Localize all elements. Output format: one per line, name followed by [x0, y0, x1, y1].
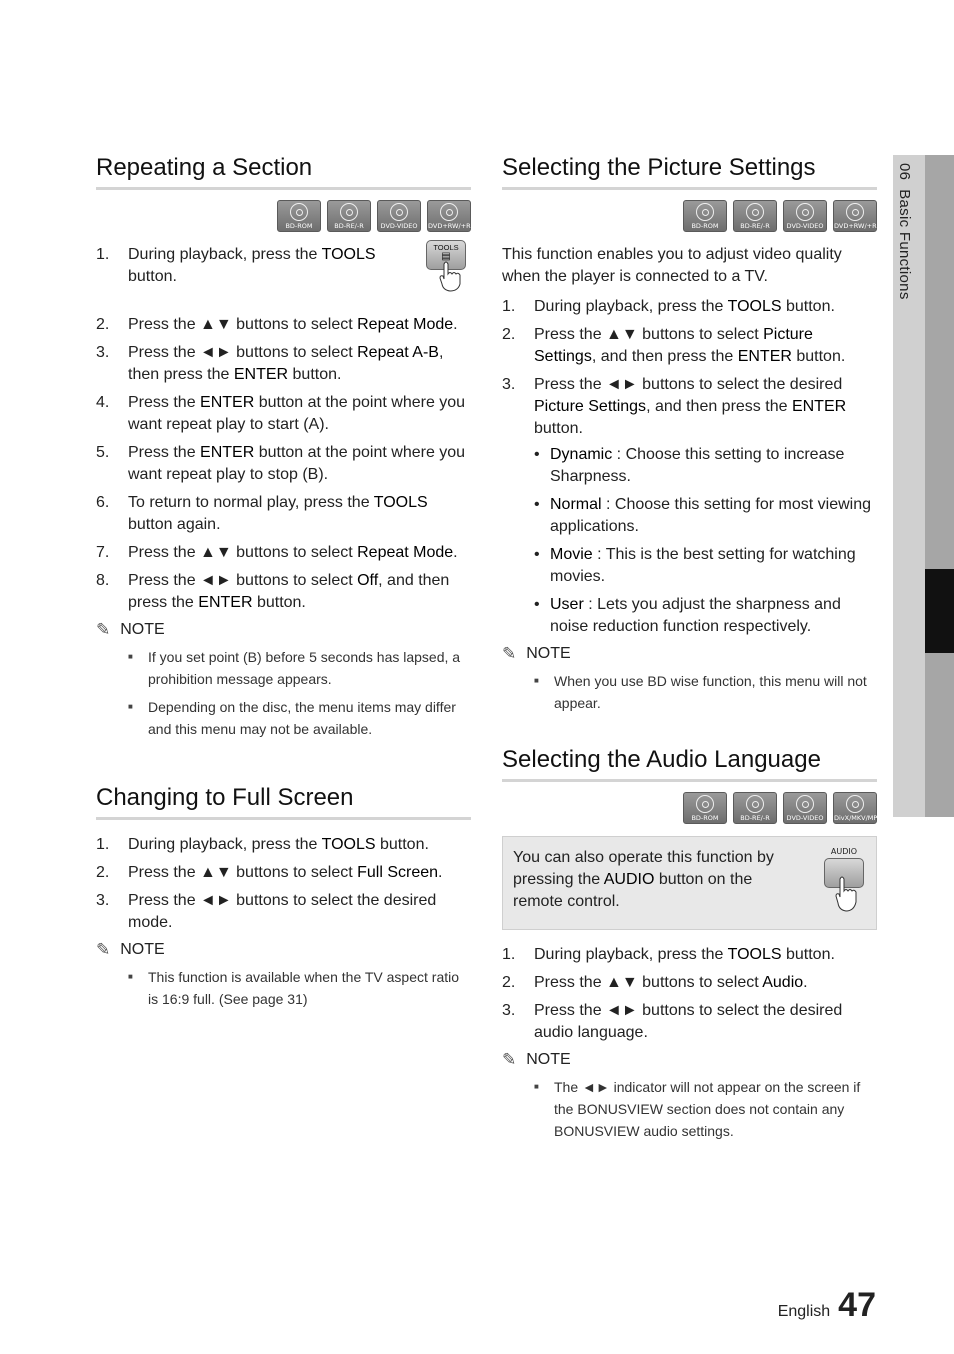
audio-tip-text: You can also operate this function by pressing the AUDIO button on the remote control. [513, 849, 774, 911]
section-title: Selecting the Audio Language [502, 747, 877, 782]
pencil-icon: ✎ [502, 644, 517, 664]
chapter-label: 06 Basic Functions [896, 163, 913, 300]
section-repeating [96, 155, 471, 740]
option-item: • Movie : This is the best setting for watching movies. [534, 544, 877, 588]
disc-icons [502, 200, 877, 232]
audio-button-icon: AUDIO [824, 847, 864, 888]
step: 1. During playback, press the TOOLS button. [502, 298, 835, 316]
divx-disc-icon: DivX/MKV/MP4 [833, 792, 877, 824]
intro-text: This function enables you to adjust video quality when the player is connected to a TV. [502, 246, 842, 286]
section-audio-language [502, 746, 882, 1148]
finger-icon [830, 875, 870, 913]
note-item: ■ If you set point (B) before 5 seconds has lapsed, a prohibition message appears. [128, 646, 471, 690]
note-heading: ✎ NOTE [96, 620, 165, 640]
step: 3. Press the ◄► buttons to select the desired audio language. [502, 1002, 843, 1042]
step: 2. Press the ▲▼ buttons to select Audio. [502, 974, 808, 992]
note-heading: ✎ NOTE [502, 1050, 571, 1070]
page-number: 47 [838, 1286, 876, 1324]
note-item: ■ The ◄► indicator will not appear on the screen if the BONUSVIEW section does not contain any BONUSVIEW audio settings. [534, 1076, 877, 1142]
dvd-rw-disc-icon: DVD+RW/+R [833, 200, 877, 232]
left-column [96, 154, 471, 1008]
bd-rom-disc-icon: BD-ROM [683, 200, 727, 232]
tools-button-icon: TOOLS ▤ [426, 240, 466, 270]
step: 5. Press the ENTER button at the point where you want repeat play to stop (B). [96, 444, 466, 484]
note-item: ■ This function is available when the TV aspect ratio is 16:9 full. (See page 31) [128, 966, 471, 1010]
finger-icon [434, 260, 474, 292]
section-title: Repeating a Section [96, 155, 471, 190]
bd-re-disc-icon: BD-RE/-R [733, 200, 777, 232]
disc-icons [502, 792, 882, 824]
right-column [502, 154, 882, 1140]
step: 1. During playback, press the TOOLS button. [502, 946, 835, 964]
section-title: Selecting the Picture Settings [502, 155, 877, 190]
page-footer [778, 1286, 876, 1325]
step: 2. Press the ▲▼ buttons to select Full Screen. [96, 864, 443, 882]
dvd-rw-disc-icon: DVD+RW/+R [427, 200, 471, 232]
bd-re-disc-icon: BD-RE/-R [327, 200, 371, 232]
language-label: English [777, 1303, 831, 1320]
dvd-video-disc-icon: DVD-VIDEO [377, 200, 421, 232]
disc-icons [96, 200, 471, 232]
step: 3. Press the ◄► buttons to select the desired Picture Settings, and then press the ENTER button. [502, 376, 847, 438]
step: 3. Press the ◄► buttons to select the desired mode. [96, 892, 437, 932]
dvd-video-disc-icon: DVD-VIDEO [783, 792, 827, 824]
bd-rom-disc-icon: BD-ROM [683, 792, 727, 824]
step: 4. Press the ENTER button at the point where you want repeat play to start (A). [96, 394, 466, 434]
chapter-tab [893, 155, 954, 817]
pencil-icon: ✎ [96, 940, 111, 960]
section-full-screen [96, 785, 471, 1016]
pencil-icon: ✎ [502, 1050, 517, 1070]
bd-re-disc-icon: BD-RE/-R [733, 792, 777, 824]
note-heading: ✎ NOTE [502, 644, 571, 664]
chapter-tab-strip [925, 155, 954, 817]
step: 6. To return to normal play, press the TOOLS button again. [96, 494, 428, 534]
note-heading: ✎ NOTE [96, 940, 165, 960]
note-item: ■ When you use BD wise function, this menu will not appear. [534, 670, 877, 714]
step: 3. Press the ◄► buttons to select Repeat A-B, then press the ENTER button. [96, 344, 444, 384]
dvd-video-disc-icon: DVD-VIDEO [783, 200, 827, 232]
section-picture-settings [502, 155, 877, 714]
note-item: ■ Depending on the disc, the menu items may differ and this menu may not be available. [128, 696, 471, 740]
option-item: • Normal : Choose this setting for most viewing applications. [534, 494, 877, 538]
bd-rom-disc-icon: BD-ROM [277, 200, 321, 232]
pencil-icon: ✎ [96, 620, 111, 640]
chapter-tab-marker [925, 569, 954, 653]
option-item: • User : Lets you adjust the sharpness and noise reduction function respectively. [534, 594, 877, 638]
option-item: • Dynamic : Choose this setting to increase Sharpness. [534, 444, 877, 488]
step: 2. Press the ▲▼ buttons to select Picture Settings, and then press the ENTER button. [502, 326, 846, 366]
step: 7. Press the ▲▼ buttons to select Repeat Mode. [96, 544, 458, 562]
step: 1. During playback, press the TOOLS button. [96, 836, 429, 854]
step: 1. During playback, press the TOOLS button. [96, 246, 376, 286]
step: 8. Press the ◄► buttons to select Off, and then press the ENTER button. [96, 572, 450, 612]
audio-tip-box [502, 836, 877, 930]
section-title: Changing to Full Screen [96, 785, 471, 820]
step: 2. Press the ▲▼ buttons to select Repeat Mode. [96, 316, 458, 334]
